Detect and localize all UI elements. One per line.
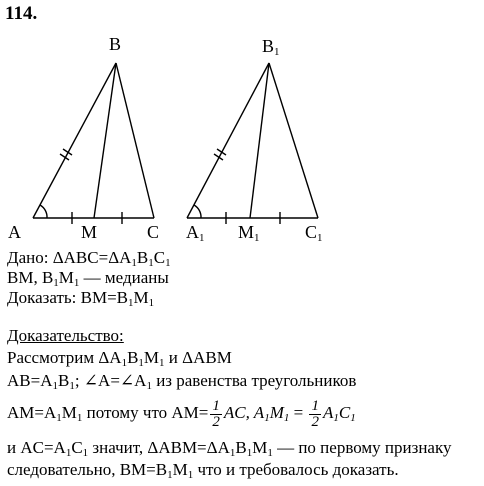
angle-a-arc <box>40 205 47 218</box>
triangle-abc <box>33 63 154 224</box>
label-b1: B1 <box>262 36 280 58</box>
side-bc <box>116 63 154 218</box>
proof-line-2: $AB=A_1B_1$; $\angle A=\angle A_1$ из равенства треугольников <box>7 371 357 392</box>
label-m: M <box>81 222 98 242</box>
fraction-half-2: $\frac{1}{2}$ <box>311 397 319 430</box>
proof-line-5: следовательно, $BM=B_1M_1$ что и требовалось доказать. <box>7 460 399 481</box>
side-a1b1 <box>187 63 269 218</box>
label-a1: A1 <box>186 222 205 244</box>
label-m1: M1 <box>238 222 260 244</box>
triangle-a1b1c1 <box>187 63 318 224</box>
median-bm <box>94 63 116 218</box>
side-ab <box>33 63 116 218</box>
label-c: C <box>147 222 160 242</box>
label-a: A <box>8 222 21 242</box>
median-b1m1 <box>250 63 269 218</box>
label-b: B <box>109 34 122 54</box>
problem-number: 114. <box>5 3 38 24</box>
prove-line: Доказать: $BM=B_1M_1$ <box>7 288 155 309</box>
proof-line-3: $AM=A_1M_1$ потому что AM= $\frac{1}{2}$ AC, $A_1M_1$ = $\frac{1}{2}$ $A_1C_1$ <box>7 397 356 430</box>
medians-line: BM, $B_1M_1$ — медианы <box>7 268 169 289</box>
proof-heading: Доказательство: <box>7 326 124 345</box>
given-line: Дано: $\Delta ABC=\Delta A_1B_1C_1$ <box>7 248 171 269</box>
label-c1: C1 <box>305 222 323 244</box>
side-b1c1 <box>269 63 318 218</box>
angle-a1-arc <box>194 205 201 218</box>
proof-line-4: и $AC=A_1C_1$ значит, $\Delta ABM=\Delta A_1B_1M_1$ — по первому признаку <box>7 438 452 459</box>
proof-line-1: Рассмотрим $\Delta A_1B_1M_1$ и ΔABM <box>7 348 232 369</box>
fraction-half-1: $\frac{1}{2}$ <box>212 397 220 430</box>
